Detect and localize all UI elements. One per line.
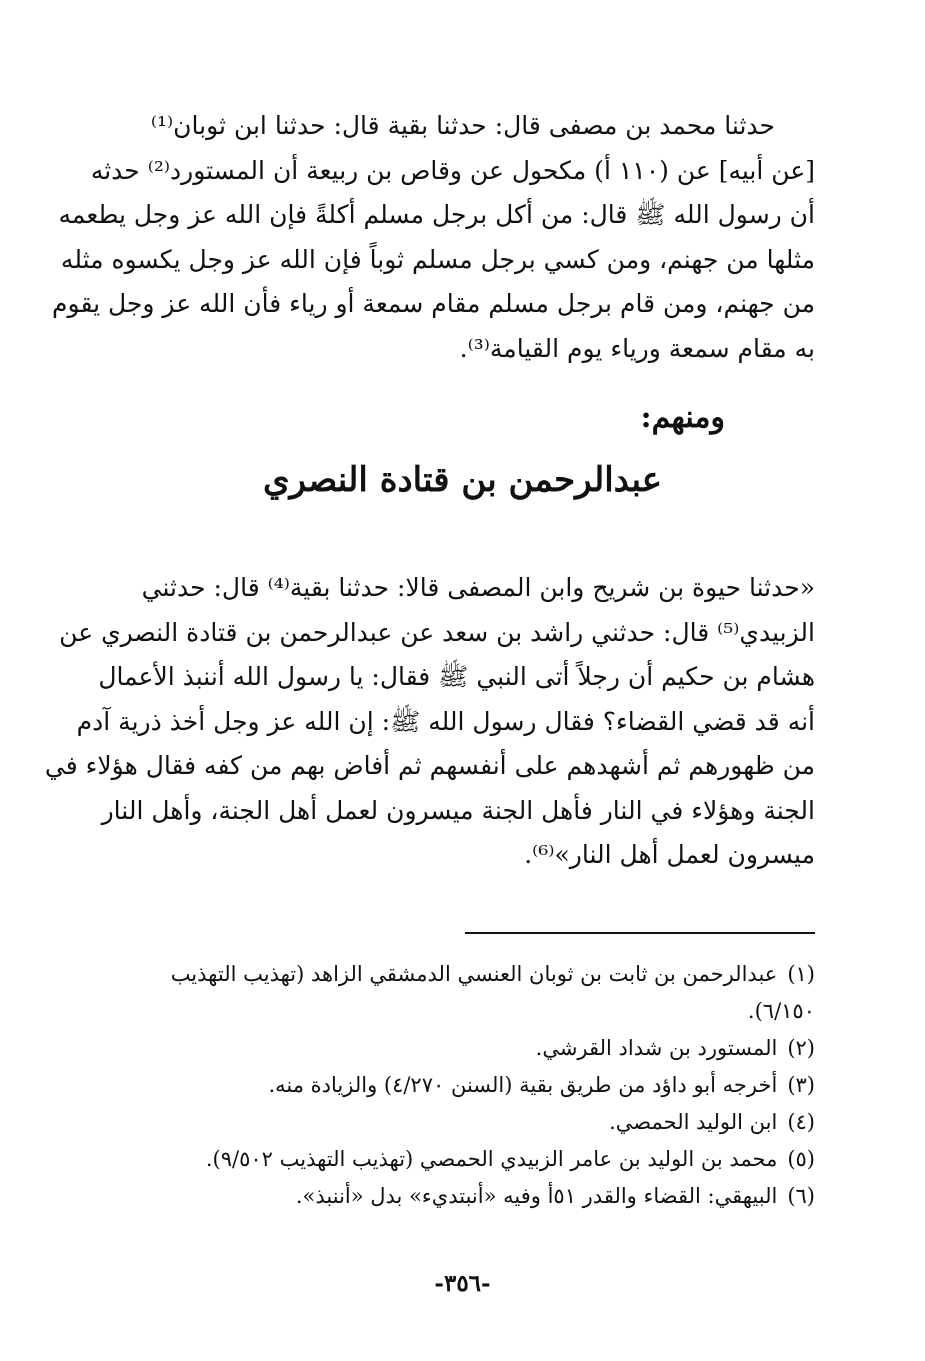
text-line: أنه قد قضي القضاء؟ فقال رسول الله ﷺ: إن الله عز وجل أخذ ذرية آدم [76, 706, 815, 736]
footnote-3 [110, 1067, 815, 1104]
footnote-number: (١) [787, 962, 815, 986]
footnote-divider [465, 932, 815, 934]
footnotes [110, 956, 815, 1215]
footnote-text: المستورد بن شداد القرشي. [535, 1036, 778, 1060]
footnote-4 [110, 1104, 815, 1141]
footnote-text: ٦/١٥٠). [747, 999, 815, 1023]
text-line: هشام بن حكيم أن رجلاً أتى النبي ﷺ فقال: يا رسول الله أننبذ الأعمال [98, 662, 815, 691]
footnote-text: محمد بن الوليد بن عامر الزبيدي الحمصي (تهذيب التهذيب ٩/٥٠٢). [205, 1147, 778, 1171]
footnote-2 [110, 1030, 815, 1067]
section-title: عبدالرحمن بن قتادة النصري [262, 460, 663, 500]
text-line: الزبيدي⁽⁵⁾ قال: حدثني راشد بن سعد عن عبدالرحمن بن قتادة النصري عن [59, 617, 815, 647]
text-line: حدثنا محمد بن مصفى قال: حدثنا بقية قال: حدثنا ابن ثوبان⁽¹⁾ [150, 111, 775, 140]
text-line: من ظهورهم ثم أشهدهم على أنفسهم ثم أفاض بهم من كفه فقال هؤلاء في [44, 751, 815, 780]
footnote-1 [110, 956, 815, 993]
footnote-number: (٢) [787, 1036, 815, 1060]
footnote-text: عبدالرحمن بن ثابت بن ثوبان العنسي الدمشقي الزاهد (تهذيب التهذيب [170, 962, 778, 986]
text-line: أن رسول الله ﷺ قال: من أكل برجل مسلم أكلةً فإن الله عز وجل يطعمه [58, 200, 815, 229]
paragraph-hadith-2 [44, 566, 815, 878]
footnote-5 [110, 1141, 815, 1178]
text-line: به مقام سمعة ورياء يوم القيامة⁽³⁾. [459, 333, 815, 363]
footnote-6 [110, 1178, 815, 1215]
page-number: -٣٥٦- [434, 1270, 491, 1297]
text-line: مثلها من جهنم، ومن كسي برجل مسلم ثوباً فإن الله عز وجل يكسوه مثله [60, 244, 815, 274]
footnote-1-continued [110, 993, 815, 1030]
footnote-text: ابن الوليد الحمصي. [609, 1110, 778, 1134]
text-line: الجنة وهؤلاء في النار فأهل الجنة ميسرون لعمل أهل الجنة، وأهل النار [101, 795, 815, 825]
section-label: ومنهم: [640, 400, 725, 435]
footnote-number: (٣) [787, 1073, 815, 1097]
text-line: ميسرون لعمل أهل النار»⁽⁶⁾. [524, 840, 815, 869]
footnote-number: (٦) [787, 1184, 815, 1208]
paragraph-hadith-1 [52, 104, 815, 371]
text-line: «حدثنا حيوة بن شريح وابن المصفى قالا: حدثنا بقية⁽⁴⁾ قال: حدثني [141, 573, 815, 602]
footnote-text: أخرجه أبو داؤد من طريق بقية (السنن ٤/٢٧٠) والزيادة منه. [268, 1073, 778, 1097]
footnote-number: (٥) [787, 1147, 815, 1171]
text-line: [عن أبيه] عن (١١٠ أ) مكحول عن وقاص بن ربيعة أن المستورد⁽²⁾ حدثه [90, 155, 815, 185]
text-line: من جهنم، ومن قام برجل مسلم مقام سمعة أو رياء فأن الله عز وجل يقوم [52, 289, 815, 318]
footnote-text: البيهقي: القضاء والقدر ٥١أ وفيه «أنبتديء» بدل «أننبذ». [295, 1184, 778, 1208]
footnote-number: (٤) [787, 1110, 815, 1134]
